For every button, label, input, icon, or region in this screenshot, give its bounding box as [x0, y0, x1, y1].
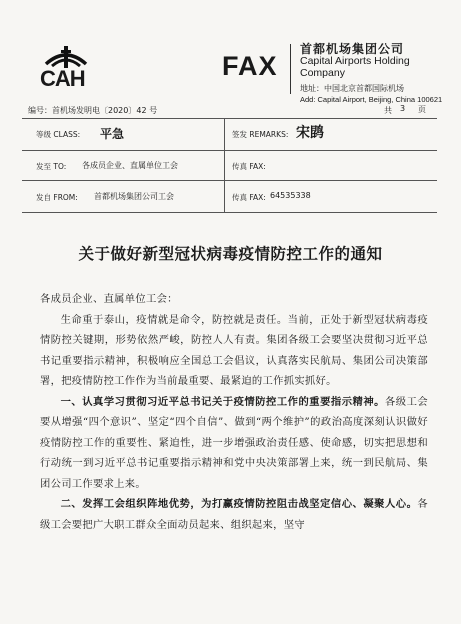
- salutation: 各成员企业、直属单位工会：: [40, 293, 178, 305]
- form-line: [22, 150, 437, 151]
- page-count: 3: [400, 104, 406, 113]
- fax-to-label: 传真 FAX:: [232, 162, 266, 171]
- paragraph-3-body: 各级工会要把广大职工群众全面动员起来、组织起来，坚守: [40, 498, 428, 531]
- document-body: [40, 289, 428, 535]
- paragraph-2-heading: 一、认真学习贯彻习近平总书记关于疫情防控工作的重要指示精神。: [60, 395, 385, 408]
- company-name-en-line1: Capital Airports Holding: [300, 55, 410, 67]
- paragraph-2: [40, 392, 428, 495]
- from-value: 首都机场集团公司工会: [94, 192, 174, 201]
- paragraph-1: 生命重于泰山，疫情就是命令，防控就是责任。当前，正处于新型冠状病毒疫情防控关键期，形势依然严峻，防控人人有责。集团各级工会要坚决贯彻习近平总书记重要指示精神，积极响应全国总工会倡议，认真落实民航局、集团公司决策部署，把疫情防控工作作为当前最重要、最紧迫的工作抓实抓好。: [40, 313, 428, 387]
- from-label: 发自 FROM:: [36, 193, 78, 202]
- page-count-label: [384, 105, 392, 116]
- fax-title: FAX: [222, 51, 278, 81]
- form-line: [22, 180, 437, 181]
- to-value: 各成员企业、直属单位工会: [82, 161, 178, 170]
- remarks-label: 签发 REMARKS:: [232, 130, 289, 139]
- company-name-en-line2: Company: [300, 67, 345, 79]
- fax-from-value: 64535338: [270, 191, 311, 200]
- logo-text: CAH: [40, 66, 85, 91]
- company-name-en: [300, 55, 410, 79]
- form-column-divider: [224, 118, 225, 212]
- fax-from-label: 传真 FAX:: [232, 193, 266, 202]
- to-label: 发至 TO:: [36, 162, 67, 171]
- form-line: [22, 118, 437, 119]
- header-divider: [290, 44, 291, 94]
- page-unit: 页: [418, 105, 426, 114]
- class-label: 等级 CLASS:: [36, 130, 81, 139]
- company-name-cn: 首都机场集团公司: [300, 42, 405, 56]
- paragraph-2-body: 各级工会要从增强“四个意识”、坚定“四个自信”、做到“两个维护”的政治高度深刻认识做好疫情防控工作的重要性、紧迫性，进一步增强政治责任感、使命感，切实把思想和行动统一到习近平总书记重要指示精神和党中央决策部署上来，统一到民航局、集团公司工作要求上来。: [40, 395, 429, 490]
- address-cn: 地址：中国北京首都国际机场: [300, 84, 404, 93]
- doc-number: 编号：首机场发明电〔2020〕42 号: [28, 106, 158, 115]
- paragraph-3-heading: 二、发挥工会组织阵地优势，为打赢疫情防控阻击战坚定信心、凝聚人心。: [60, 498, 418, 510]
- document-title: 关于做好新型冠状病毒疫情防控工作的通知: [78, 244, 383, 263]
- form-line: [22, 212, 437, 213]
- address-en: Add: Capital Airport, Beijing, China 100621: [300, 95, 443, 104]
- paragraph-3: [40, 494, 428, 535]
- class-value: 平急: [100, 127, 125, 141]
- page-label: 共: [384, 106, 392, 115]
- signer-value: 宋鹍: [296, 125, 324, 141]
